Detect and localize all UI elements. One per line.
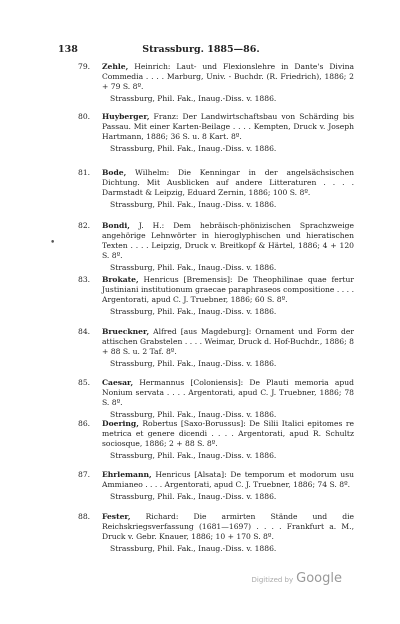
entry-87 (58, 470, 354, 502)
entry-82 (58, 221, 354, 273)
entry-80 (58, 112, 354, 154)
page-number: 138 (58, 44, 78, 55)
author-name: Brokate, (102, 275, 139, 284)
entry-number: 84. (78, 327, 91, 336)
google-logo: Google (296, 571, 342, 586)
entry-note: Strassburg, Phil. Fak., Inaug.-Diss. v. 1886. (110, 359, 277, 368)
entry-note: Strassburg, Phil. Fak., Inaug.-Diss. v. 1886. (110, 144, 277, 153)
running-title: Strassburg. 1885—86. (142, 44, 260, 55)
entry-text (102, 62, 354, 92)
digitized-by-text: Digitized by (251, 576, 294, 584)
author-name: Huyberger, (102, 112, 150, 121)
author-name: Bode, (102, 168, 127, 177)
entry-note: Strassburg, Phil. Fak., Inaug.-Diss. v. 1886. (110, 307, 277, 316)
entry-description: Richard: Die armirten Stände und die Reichskriegsverfassung (1681—1697) . . . . Frankfurt a. M., Druck v. Gebr. Knauer, 1886; 10 + 170 S. 8º. (102, 512, 354, 541)
entry-text (102, 378, 354, 408)
entry-81 (58, 168, 354, 210)
author-name: Bondi, (102, 221, 130, 230)
entry-note: Strassburg, Phil. Fak., Inaug.-Diss. v. 1886. (110, 200, 277, 209)
entry-description: J. H.: Dem hebräisch-phönizischen Sprachzweige angehörige Lehnwörter in hieroglyphischen und hieratischen Texten . . . . Leipzig, Druck v. Breitkopf & Härtel, 1886; 4 + 120 S. 8º. (102, 221, 354, 260)
entry-text (102, 327, 354, 357)
margin-mark: • (50, 238, 56, 248)
entry-note: Strassburg, Phil. Fak., Inaug.-Diss. v. 1886. (110, 492, 277, 501)
entry-number: 82. (78, 221, 91, 230)
entry-description: Hermannus [Coloniensis]: De Plauti memoria apud Nonium servata . . . . Argentorati, apud C. J. Truebner, 1886; 78 S. 8º. (102, 378, 354, 407)
entry-description: Alfred [aus Magdeburg]: Ornament und Form der attischen Grabstelen . . . . Weimar, Druck d. Hof-Buchdr., 1886; 8 + 88 S. u. 2 Taf. 8º. (102, 327, 354, 356)
entry-number: 79. (78, 62, 91, 71)
entry-text (102, 168, 354, 198)
author-name: Ehrlemann, (102, 470, 152, 479)
entry-text (102, 112, 354, 142)
author-name: Caesar, (102, 378, 134, 387)
entry-description: Henricus [Alsata]: De temporum et modorum usu Ammianeo . . . . Argentorati, apud C. J. Truebner, 1886; 74 S. 8º. (102, 470, 354, 489)
entry-86 (58, 419, 354, 461)
entry-79 (58, 62, 354, 104)
entry-number: 88. (78, 512, 91, 521)
entry-note: Strassburg, Phil. Fak., Inaug.-Diss. v. 1886. (110, 94, 277, 103)
entry-84 (58, 327, 354, 369)
entry-description: Franz: Der Landwirtschaftsbau von Schärding bis Passau. Mit einer Karten-Beilage . . . . Kempten, Druck v. Joseph Hartmann, 1886; 36 S. u. 8 Kart. 8º. (102, 112, 354, 141)
entry-text (102, 221, 354, 261)
entry-text (102, 512, 354, 542)
page-header (58, 44, 344, 56)
entry-number: 81. (78, 168, 91, 177)
entry-number: 87. (78, 470, 91, 479)
entry-note: Strassburg, Phil. Fak., Inaug.-Diss. v. 1886. (110, 263, 277, 272)
entry-85 (58, 378, 354, 420)
entry-note: Strassburg, Phil. Fak., Inaug.-Diss. v. 1886. (110, 544, 277, 553)
entry-88 (58, 512, 354, 554)
author-name: Zehle, (102, 62, 129, 71)
entry-text (102, 470, 354, 490)
author-name: Brueckner, (102, 327, 150, 336)
entry-description: Robertus [Saxo-Borussus]: De Silii Italici epitomes re metrica et genere dicendi . . . . Argentorati, apud R. Schultz sociosque, 1886; 2 + 88 S. 8º. (102, 419, 354, 448)
entry-description: Henricus [Bremensis]: De Theophilinae quae fertur Justiniani institutionum graecae paraphraseos compositione . . . . Argentorati, apud C. J. Truebner, 1886; 60 S. 8º. (102, 275, 354, 304)
entry-number: 85. (78, 378, 91, 387)
entry-text (102, 275, 354, 305)
entry-number: 83. (78, 275, 91, 284)
entry-description: Heinrich: Laut- und Flexionslehre in Dante's Divina Commedia . . . . Marburg, Univ. - Buchdr. (R. Friedrich), 1886; 2 + 79 S. 8º. (102, 62, 354, 91)
author-name: Doering, (102, 419, 139, 428)
entry-number: 86. (78, 419, 91, 428)
entry-text (102, 419, 354, 449)
entry-note: Strassburg, Phil. Fak., Inaug.-Diss. v. 1886. (110, 451, 277, 460)
entry-number: 80. (78, 112, 91, 121)
author-name: Fester, (102, 512, 131, 521)
entry-note: Strassburg, Phil. Fak., Inaug.-Diss. v. 1886. (110, 410, 277, 419)
entry-83 (58, 275, 354, 317)
entry-description: Wilhelm: Die Kenningar in der angelsächsischen Dichtung. Mit Ausblicken auf andere Litteraturen . . . . Darmstadt & Leipzig, Eduard Zernin, 1886; 100 S. 8º. (102, 168, 354, 197)
digitized-watermark (252, 567, 343, 586)
